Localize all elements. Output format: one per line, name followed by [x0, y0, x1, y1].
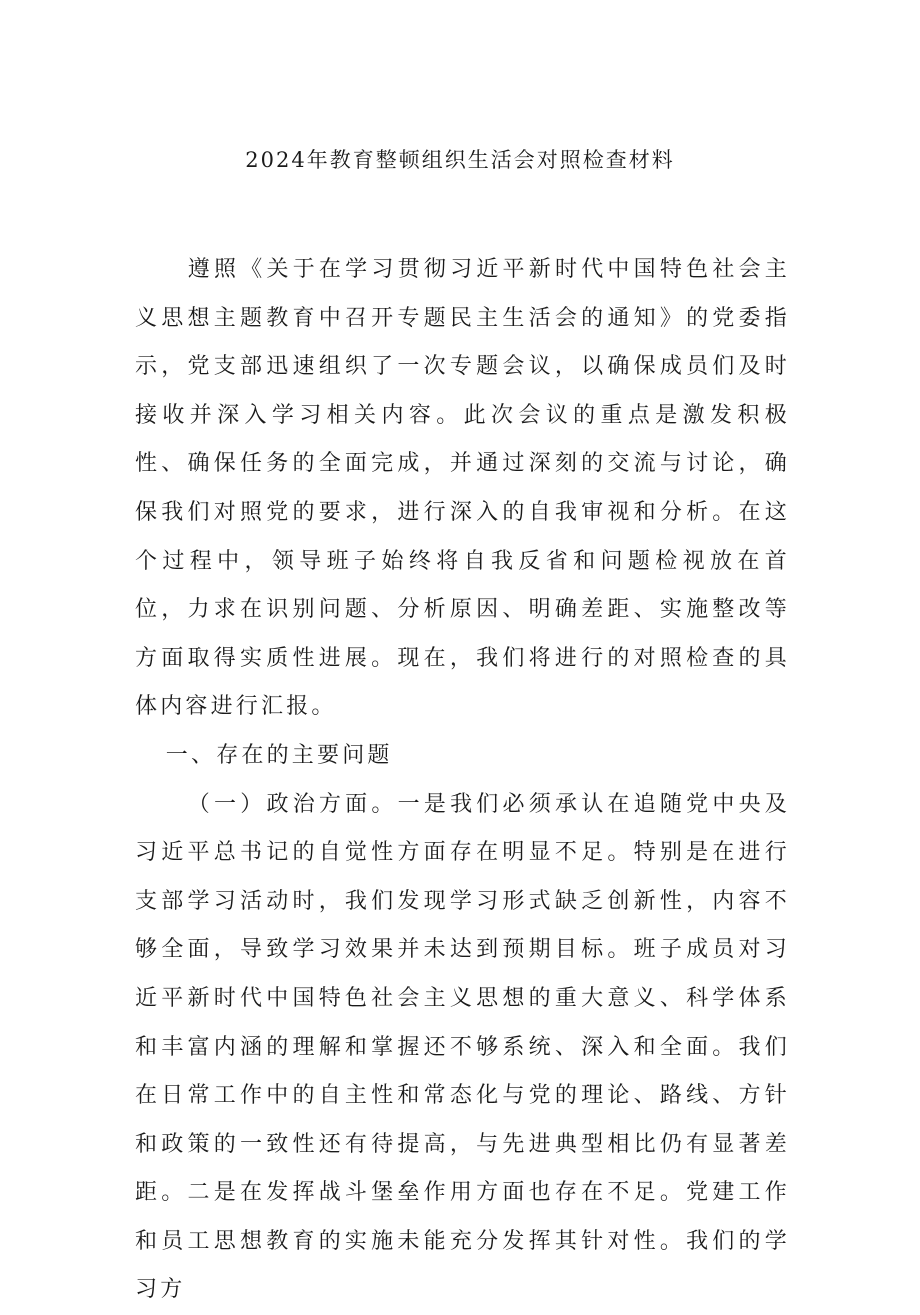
document-title: 2024年教育整顿组织生活会对照检查材料: [245, 148, 675, 172]
document-body: [135, 246, 790, 1315]
political-aspect-paragraph: （一）政治方面。一是我们必须承认在追随党中央及习近平总书记的自觉性方面存在明显不足。特别是在进行支部学习活动时，我们发现学习形式缺乏创新性，内容不够全面，导致学习效果并未达到预期目标。班子成员对习近平新时代中国特色社会主义思想的重大意义、科学体系和丰富内涵的理解和掌握还不够系统、深入和全面。我们在日常工作中的自主性和常态化与党的理论、路线、方针和政策的一致性还有待提高，与先进典型相比仍有显著差距。二是在发挥战斗堡垒作用方面也存在不足。党建工作和员工思想教育的实施未能充分发挥其针对性。我们的学习方: [135, 791, 790, 1303]
intro-paragraph: 遵照《关于在学习贯彻习近平新时代中国特色社会主义思想主题教育中召开专题民主生活会的通知》的党委指示，党支部迅速组织了一次专题会议，以确保成员们及时接收并深入学习相关内容。此次会议的重点是激发积极性、确保任务的全面完成，并通过深刻的交流与讨论，确保我们对照党的要求，进行深入的自我审视和分析。在这个过程中，领导班子始终将自我反省和问题检视放在首位，力求在识别问题、分析原因、明确差距、实施整改等方面取得实质性进展。现在，我们将进行的对照检查的具体内容进行汇报。: [135, 257, 790, 720]
section-heading-main-problems: 一、存在的主要问题: [165, 742, 393, 768]
